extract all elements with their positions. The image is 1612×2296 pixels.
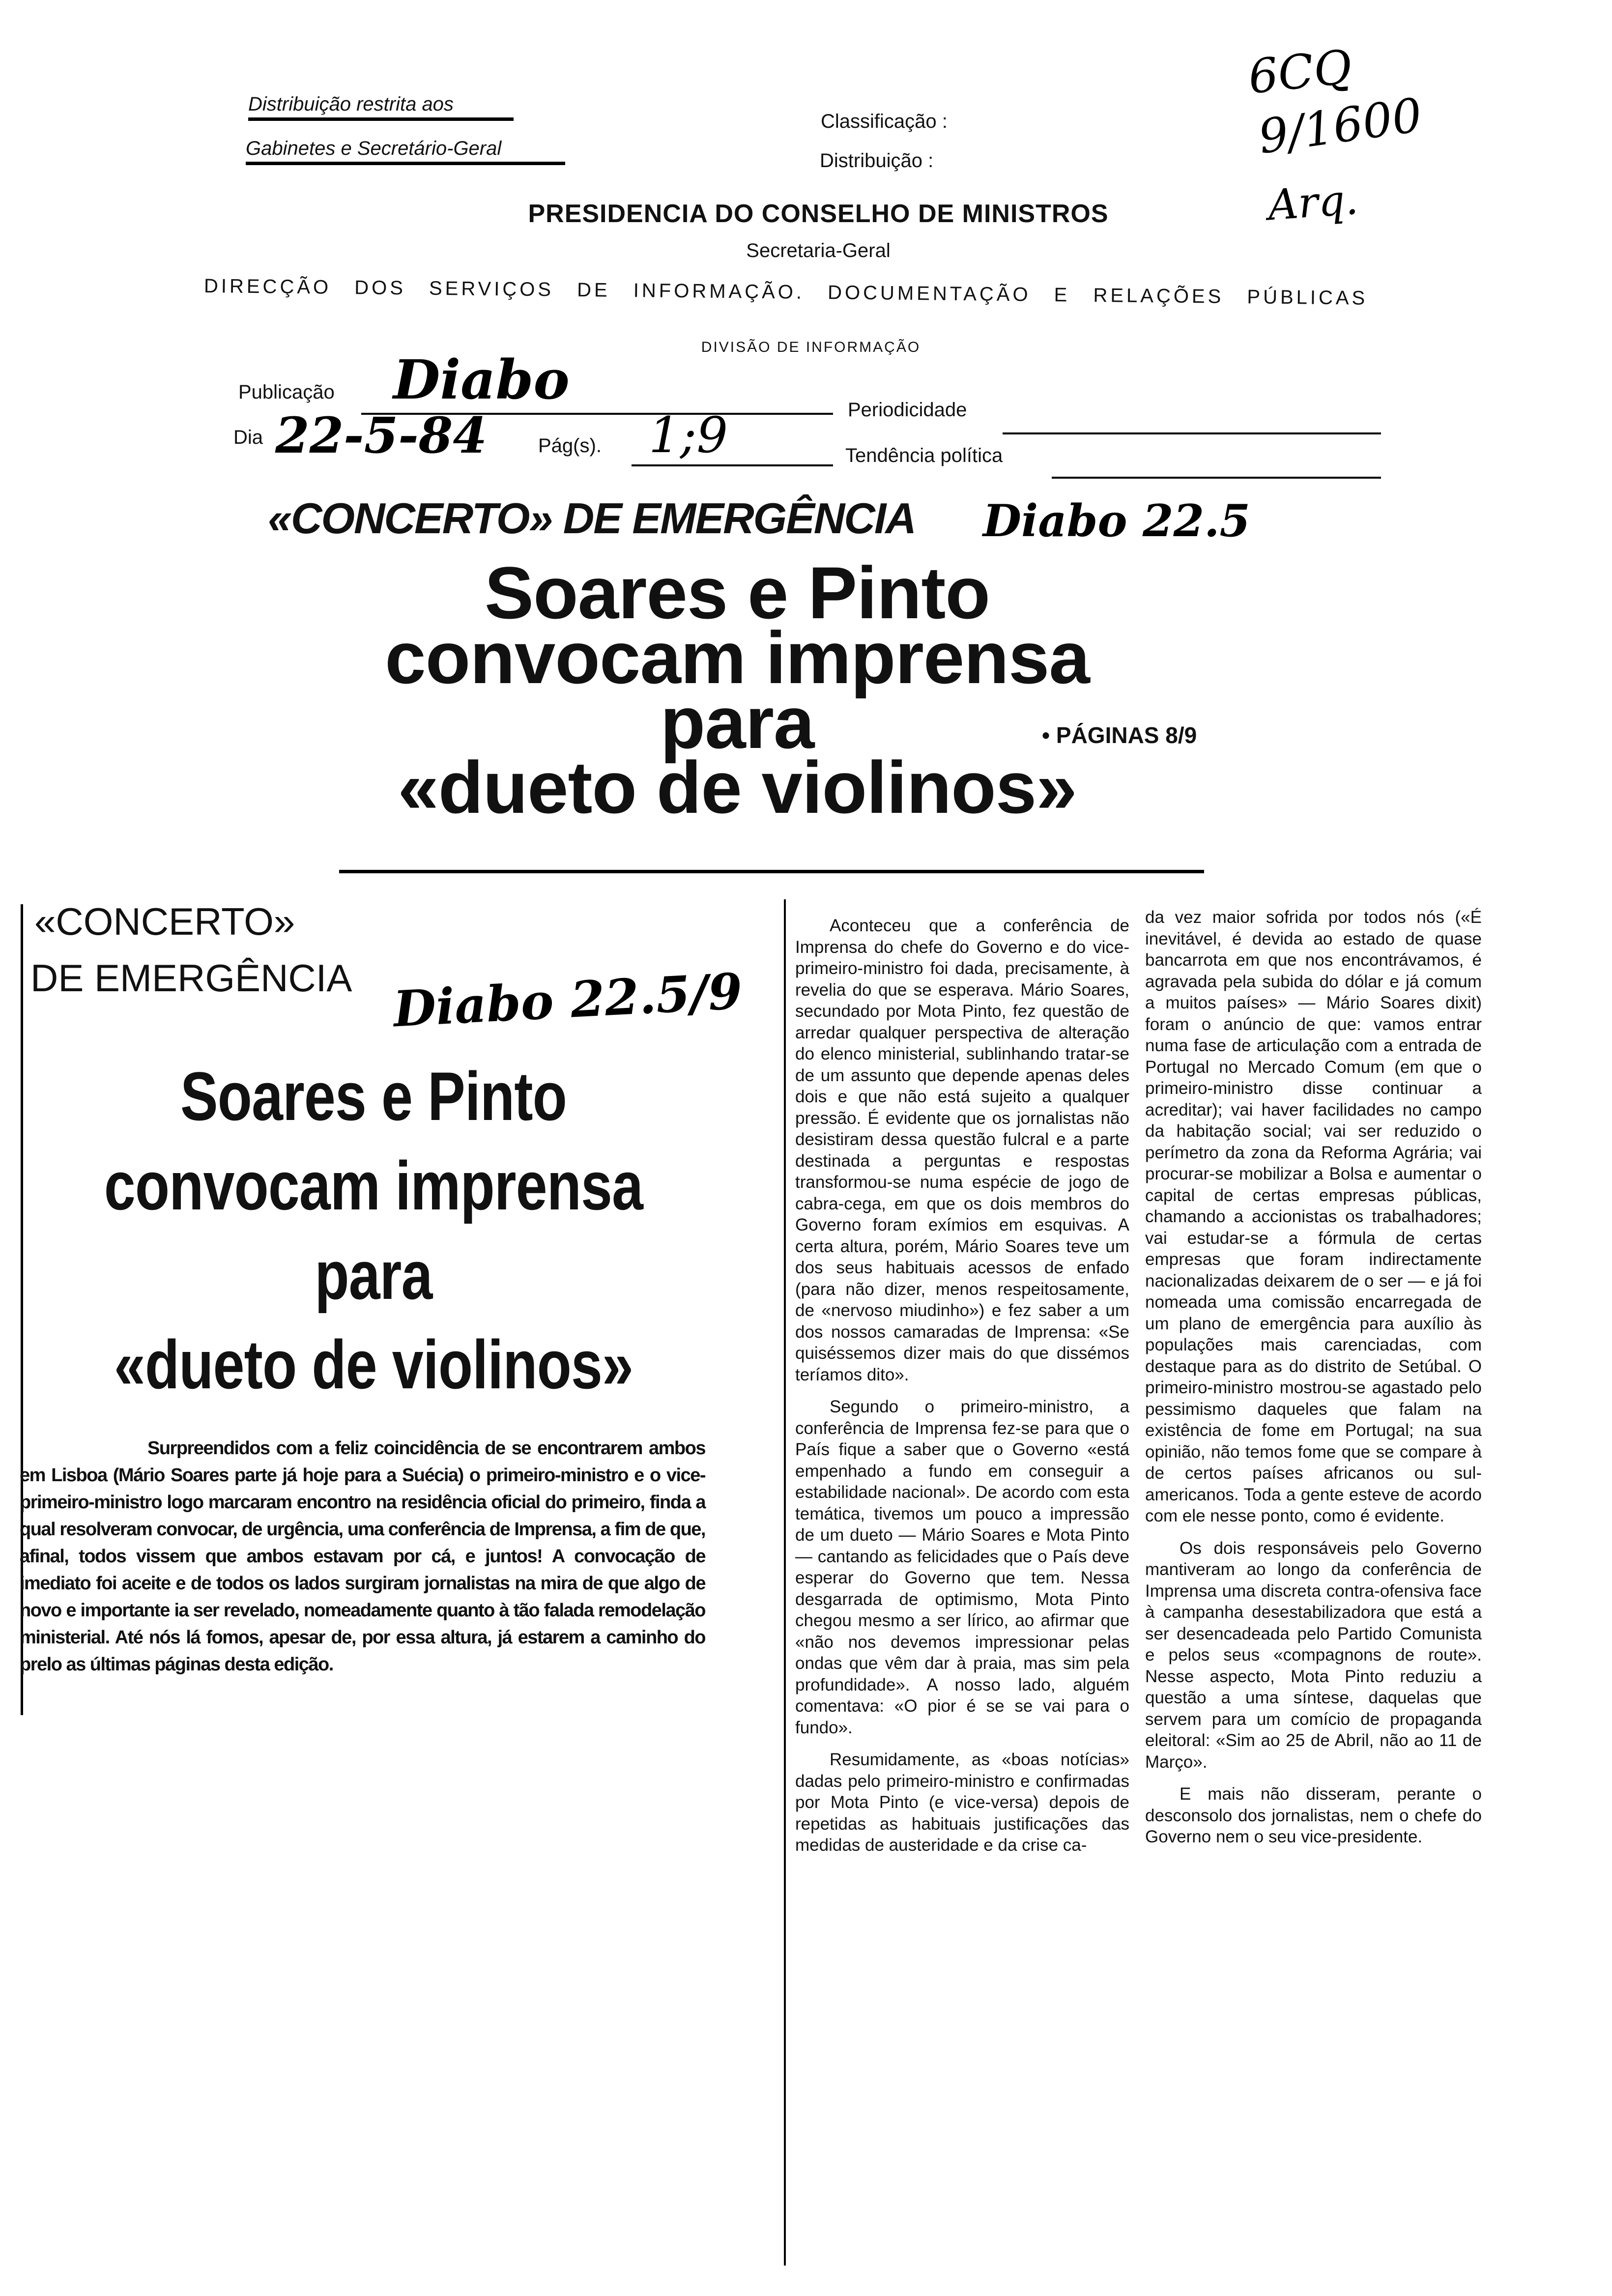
article-column-2 [795, 915, 1129, 1867]
political-tendency-field [1052, 457, 1381, 479]
article-headline [91, 1052, 656, 1409]
handwritten-reference-2: 9/1600 [1255, 88, 1426, 165]
paragraph: Os dois responsáveis pelo Governo mantiveram ao longo da conferência de Imprensa uma discreta contra-ofensiva face à campanha desestabilizadora que está a ser desencadeada pelo Partido Comunista e pelos seus «compagnons de route». Nesse aspecto, Mota Pinto reduziu a questão a uma síntese, daquelas que servem para um comício de propaganda eleitoral: «Sim ao 25 de Abril, não ao 11 de Março». [1145, 1538, 1482, 1772]
day-label: Dia [233, 427, 263, 448]
directorate-title: DIRECÇÃO DOS SERVIÇOS DE INFORMAÇÃO. DOCUMENTAÇÃO E RELAÇÕES PÚBLICAS [203, 275, 1368, 309]
article-kicker-line1: «CONCERTO» [34, 900, 295, 943]
front-headline-line: convocam imprensa [385, 616, 1090, 699]
handwritten-reference-1: 6CQ [1245, 40, 1355, 105]
political-tendency-label: Tendência política [845, 445, 1003, 466]
lead-paragraph: Surpreendidos com a feliz coincidência de se encontrarem ambos em Lisboa (Mário Soares parte já hoje para a Suécia) o primeiro-ministro e o vice-primeiro-ministro logo marcaram encontro na residência oficial do primeiro, finda a qual resolveram convocar, de urgência, uma conferência de Imprensa, a fim de que, afinal, todos vissem que ambos estavam por cá, e juntos! A convocação de imediato foi aceite e de todos os lados surgiram jornalistas na mira de que algo de novo e importante ia ser revelado, nomeadamente quanto à tão falada remodelação ministerial. Até nós lá fomos, apesar de, por essa altura, já estarem a caminho do prelo as últimas páginas desta edição. [20, 1438, 705, 1675]
article-column-3 [1145, 907, 1482, 1859]
article-headline-line: «dueto de violinos» [114, 1326, 633, 1403]
day-value: 22-5-84 [275, 406, 487, 464]
front-headline-line: Soares e Pinto [484, 551, 990, 634]
front-headline-line: «dueto de violinos» [398, 746, 1077, 829]
paragraph: E mais não disseram, perante o desconsolo dos jornalistas, nem o chefe do Governo nem o seu vice-presidente. [1145, 1784, 1482, 1846]
publication-value: Diabo [393, 348, 570, 411]
article-headline-line: para [315, 1236, 432, 1314]
paragraph: da vez maior sofrida por todos nós («É inevitável, é devida ao estado de quase bancarrota em que nos encontrávamos, é agravada pela subida do dólar e já comum a muitos países» — Mário Soares dixit) foram o anúncio de que: vamos entrar numa fase de articulação com a entrada de Portugal no Mercado Comum (em que o primeiro-ministro disse continuar a acreditar); vai haver facilidades no campo da habitação social; vai ser reduzido o perímetro da zona da Reforma Agrária; vai procurar-se mobilizar a Bolsa e aumentar o capital de certas empresas públicas, chamando a accionistas os trabalhadores; vai estudar-se a fórmula de certas empresas que foram indirectamente nacionalizadas deixarem de o ser — e já foi nomeada uma comissão encarregada de um plano de emergência para auxílio às populações mais carenciadas, com destaque para as do distrito de Setúbal. O primeiro-ministro mostrou-se agastado pelo pessimismo daqueles que falam na existência de fome em Portugal; na sua opinião, não temos fome que se compare à de certos países africanos ou sul-americanos. Toda a gente esteve de acordo com ele nesse ponto, como é evidente. [1145, 908, 1482, 1525]
pages-value: 1;9 [649, 406, 728, 464]
division-title: DIVISÃO DE INFORMAÇÃO [701, 339, 921, 355]
paragraph: Segundo o primeiro-ministro, a conferência de Imprensa fez-se para que o País fique a saber que o Governo «está empenhado a fundo em conseguir a estabilidade nacional». De acordo com esta temática, tivemos um pouco a impressão de um dueto — Mário Soares e Mota Pinto — cantando as felicidades que o País deve esperar do Governo que tem. Nessa desgarrada de optimismo, Mota Pinto chegou mesmo a ser lírico, ao afirmar que «não nos devemos impressionar pelas ondas que vêm dar à praia, mas sim pela profundidade». A nosso lado, alguém comentava: «O pior é se se vai para o fundo». [795, 1397, 1129, 1737]
institution-title: PRESIDENCIA DO CONSELHO DE MINISTROS [528, 200, 1109, 228]
classification-label: Classificação : [821, 111, 948, 132]
column-rule [784, 899, 786, 2266]
pages-label: Pág(s). [538, 435, 602, 457]
article-headline-line: Soares e Pinto [180, 1058, 567, 1135]
front-kicker: «CONCERTO» DE EMERGÊNCIA [268, 494, 916, 543]
handwritten-reference-3: Arq. [1266, 175, 1360, 230]
secretariat-title: Secretaria-Geral [746, 240, 891, 261]
front-headline-line: para [660, 681, 814, 764]
article-kicker-line2: DE EMERGÊNCIA [30, 956, 352, 1000]
article-handwritten-note: Diabo 22.5/9 [392, 962, 744, 1038]
article-lead [20, 1435, 705, 1678]
publication-label: Publicação [238, 381, 335, 403]
restricted-distribution-line1: Distribuição restrita aos [248, 93, 514, 121]
divider [339, 870, 1204, 873]
front-handwritten-note: Diabo 22.5 [983, 495, 1251, 547]
front-pages-ref: • PÁGINAS 8/9 [1042, 722, 1197, 748]
article-headline-line: convocam imprensa [104, 1147, 643, 1224]
front-headline [295, 551, 1180, 829]
restricted-distribution-line2: Gabinetes e Secretário-Geral [246, 138, 565, 165]
paragraph: Aconteceu que a conferência de Imprensa do chefe do Governo e do vice-primeiro-ministro foi dada, precisamente, à revelia do que se esperava. Mário Soares, secundado por Mota Pinto, fez questão de arredar qualquer perspectiva de alteração do elenco ministerial, sublinhando tratar-se de um assunto que depende apenas deles dois e que não está sujeito a qualquer pressão. É evidente que os jornalistas não desistiram dessa questão fulcral e a parte destinada a perguntas e respostas transformou-se numa espécie de jogo de cabra-cega, em que os dois membros do Governo foram exímios em esquivas. A certa altura, porém, Mário Soares teve um dos seus habituais acessos de enfado (para não dizer, menos respeitosamente, de «nervoso miudinho») e fez saber a um dos nossos camaradas de Imprensa: «Se quiséssemos dizer mais do que dissémos teríamos dito». [795, 916, 1129, 1384]
distribution-label: Distribuição : [820, 150, 934, 172]
periodicity-label: Periodicidade [848, 399, 967, 421]
periodicity-field [1003, 413, 1381, 434]
paragraph: Resumidamente, as «boas notícias» dadas pelo primeiro-ministro e confirmadas por Mota Pinto (e vice-versa) depois de repetidas as habituais justificações das medidas de austeridade e da crise ca- [795, 1750, 1129, 1855]
